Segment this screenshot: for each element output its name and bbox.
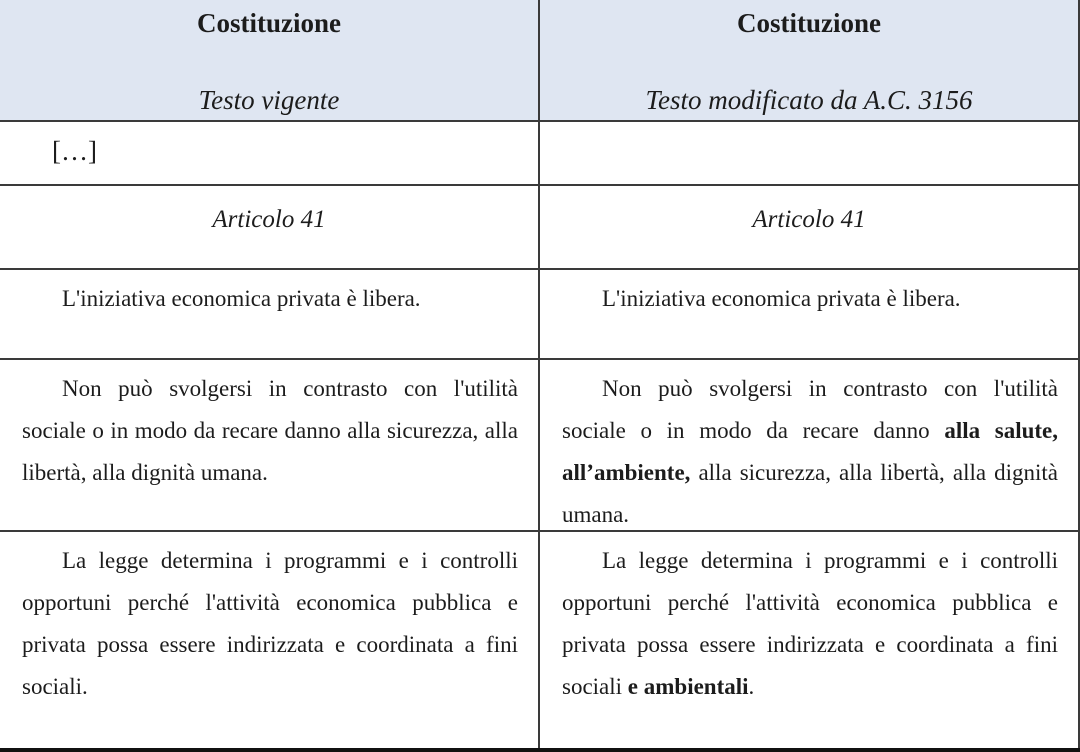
paragraph-3-added-text: e ambientali [627, 674, 749, 699]
article-heading-left: Articolo 41 [212, 206, 326, 233]
table-row-ellipsis [0, 122, 1080, 186]
paragraph-2-modified-text-a: Non può svolgersi in contrasto con l'utilità sociale o in modo da recare danno [562, 376, 1058, 443]
table-row-paragraph-3 [0, 532, 1080, 752]
header-title-left: Costituzione [197, 8, 341, 38]
table-row-paragraph-1 [0, 270, 1080, 360]
table-cell [540, 532, 1080, 748]
paragraph-2-modified [562, 368, 1058, 536]
header-subtitle-left: Testo vigente [198, 85, 340, 115]
paragraph-3-modified-text-a: La legge determina i programmi e i controlli opportuni perché l'attività economica pubblica e privata possa essere indirizzata e coordinata a fini sociali [562, 548, 1058, 699]
paragraph-3-current: La legge determina i programmi e i controlli opportuni perché l'attività economica pubblica e privata possa essere indirizzata e coordinata a fini sociali. [22, 548, 518, 699]
table-row-article-heading [0, 186, 1080, 270]
table-cell [0, 270, 540, 358]
header-cell-current-text [0, 0, 540, 120]
table-header-row [0, 0, 1080, 122]
header-subtitle-right: Testo modificato da A.C. 3156 [645, 85, 973, 115]
table-cell [0, 360, 540, 530]
paragraph-3-modified-text-b: . [748, 674, 755, 699]
table-row-paragraph-2 [0, 360, 1080, 532]
article-heading-right: Articolo 41 [752, 206, 866, 233]
table-cell [540, 186, 1080, 268]
header-title-right: Costituzione [737, 8, 881, 38]
table-cell [0, 532, 540, 748]
paragraph-2-current: Non può svolgersi in contrasto con l'utilità sociale o in modo da recare danno alla sicurezza, alla libertà, alla dignità umana. [22, 376, 518, 485]
table-cell [540, 360, 1080, 530]
table-cell [540, 270, 1080, 358]
table-cell [0, 122, 540, 184]
paragraph-3-modified [562, 540, 1058, 708]
ellipsis-marker: […] [52, 136, 97, 166]
paragraph-1-current: L'iniziativa economica privata è libera. [62, 286, 421, 311]
table-cell [0, 186, 540, 268]
paragraph-2-modified-text-b: alla sicurezza, alla libertà, alla dignità umana. [562, 460, 1058, 527]
paragraph-2-added-text: alla salute, all’ambiente, [562, 418, 1058, 485]
header-cell-modified-text [540, 0, 1080, 120]
table-cell-empty [540, 122, 1080, 184]
paragraph-1-modified: L'iniziativa economica privata è libera. [602, 286, 961, 311]
